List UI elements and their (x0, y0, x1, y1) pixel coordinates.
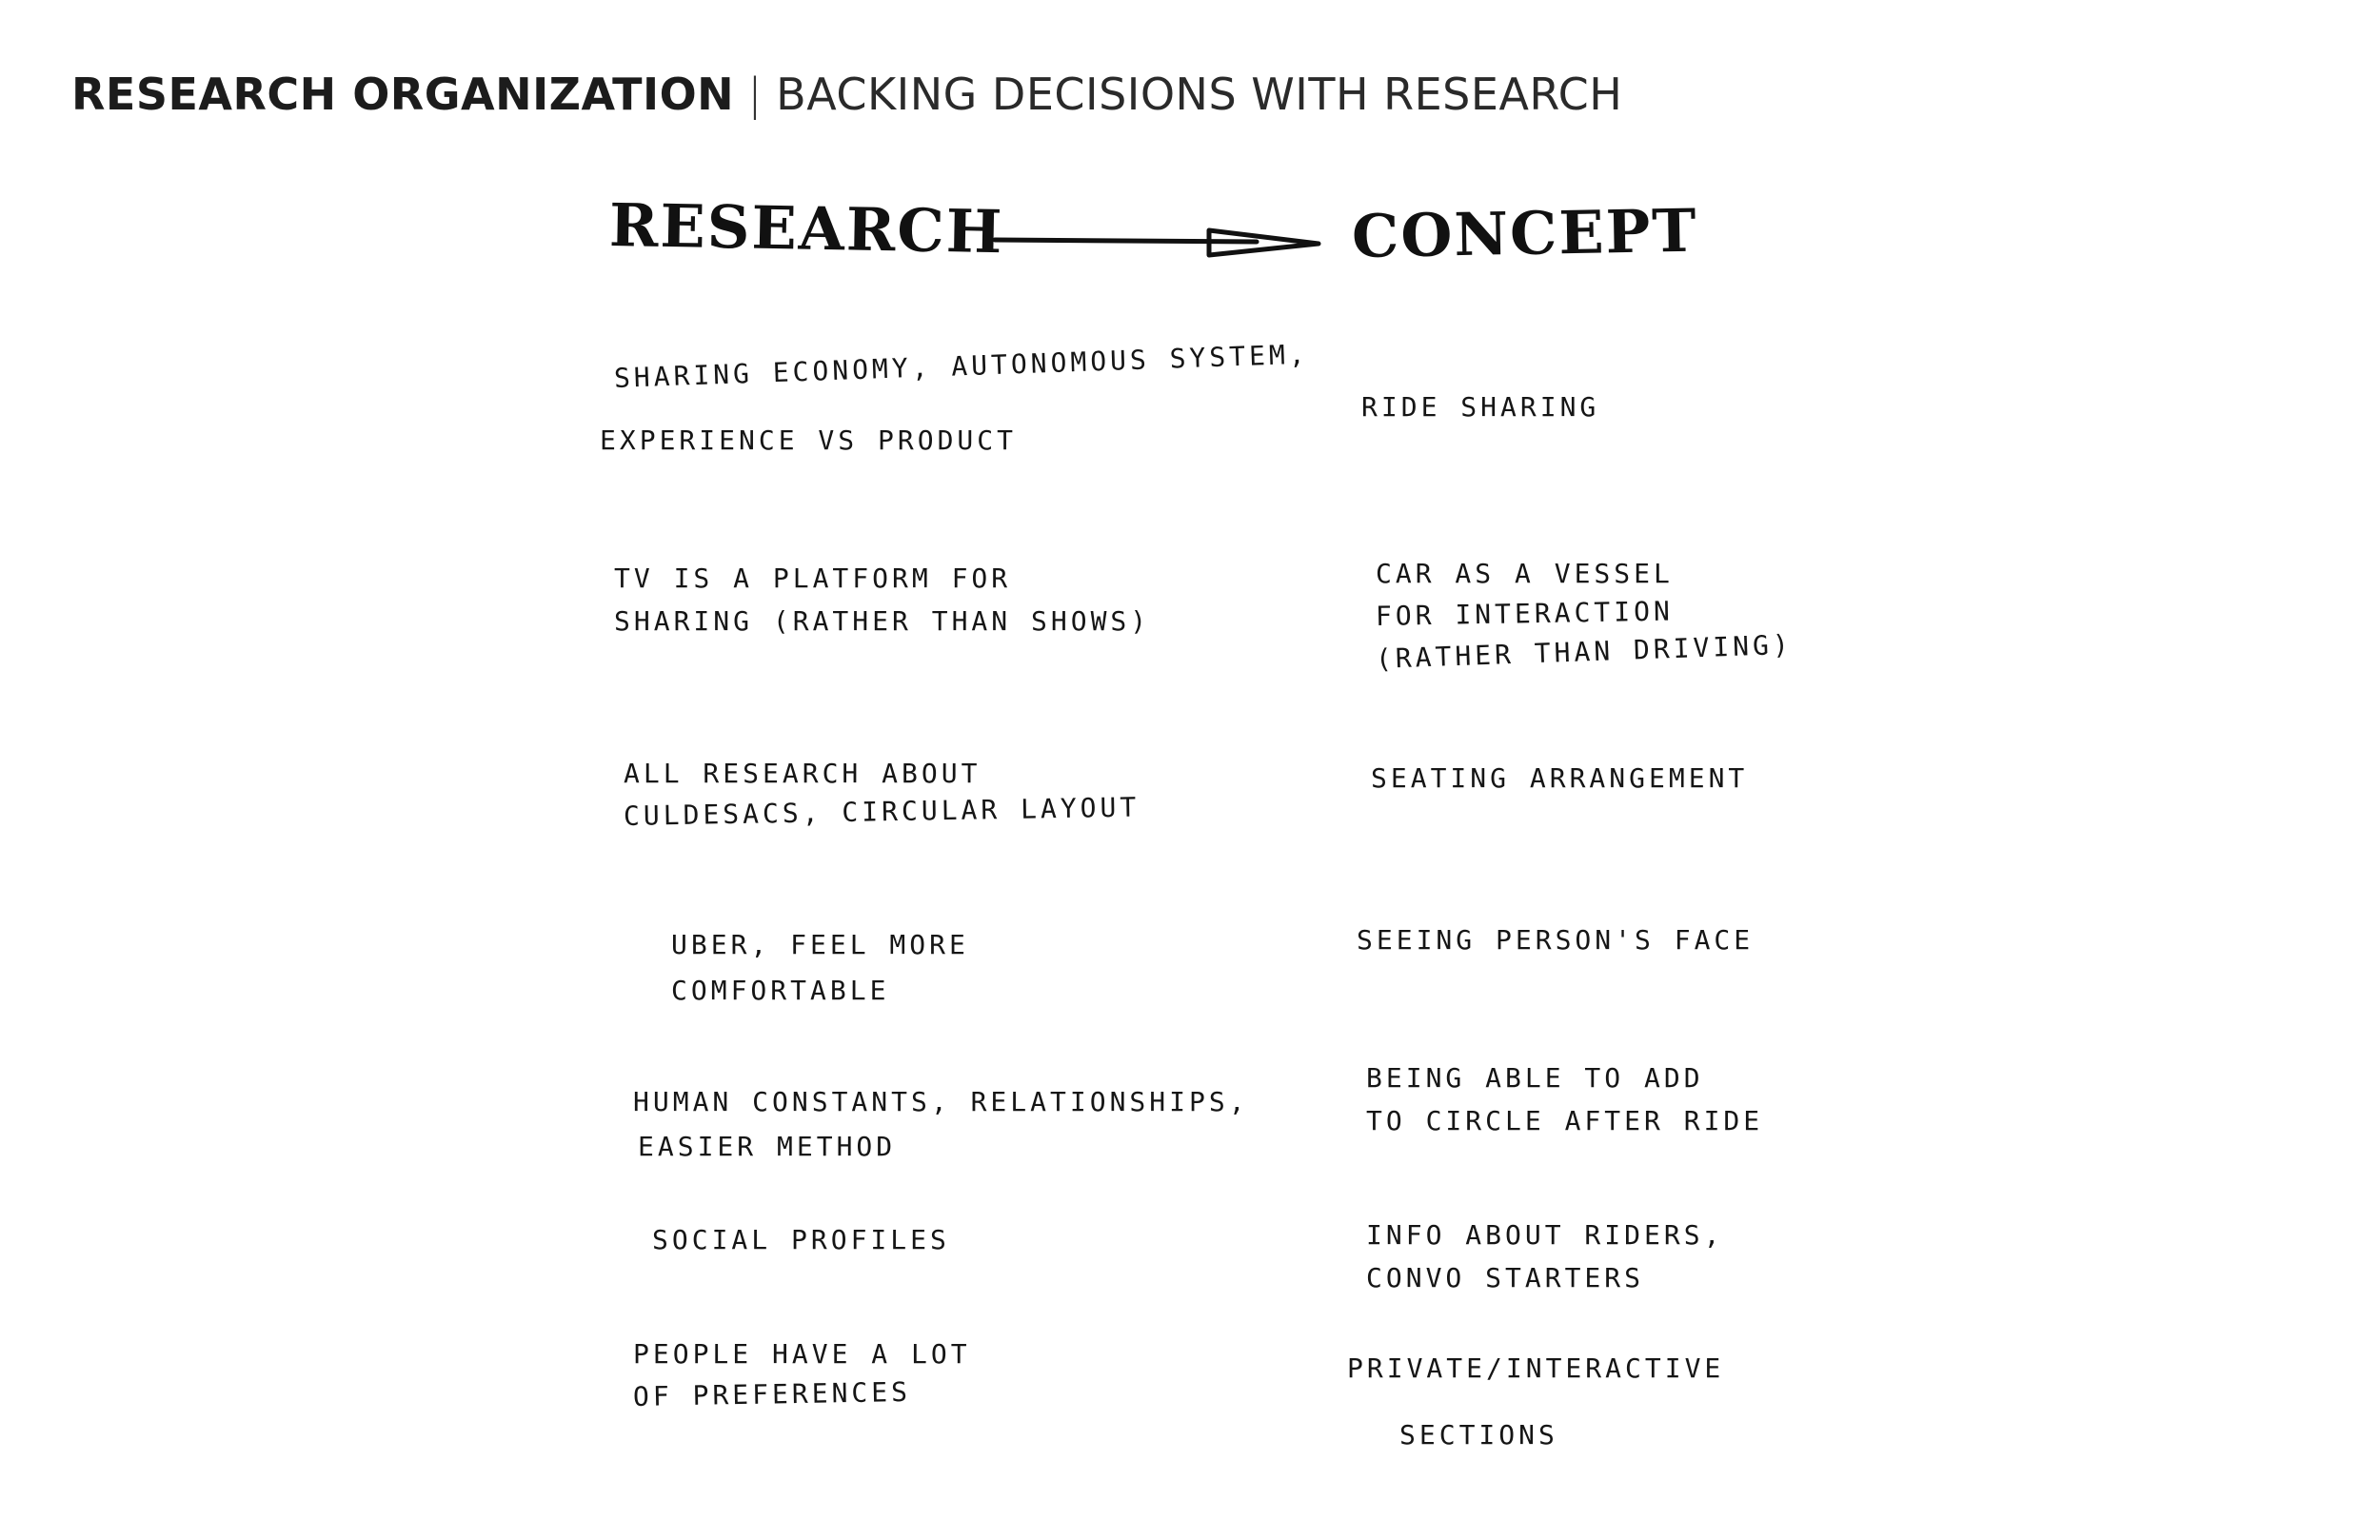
concept-note-3-line-1: SEATING ARRANGEMENT (1371, 762, 1749, 794)
research-note-1-line-1: SHARING ECONOMY, AUTONOMOUS SYSTEM, (613, 338, 1310, 394)
concept-note-4-line-1: SEEING PERSON'S FACE (1357, 924, 1755, 956)
handwritten-sketch (533, 162, 1942, 1485)
research-note-5-line-1: HUMAN CONSTANTS, RELATIONSHIPS, (633, 1086, 1249, 1117)
research-note-7-line-2: OF PREFERENCES (632, 1375, 912, 1412)
concept-note-7-line-1: PRIVATE/INTERACTIVE (1347, 1352, 1725, 1384)
concept-heading: CONCEPT (1351, 195, 1698, 271)
research-note-1-line-2: EXPERIENCE VS PRODUCT (600, 424, 1018, 456)
research-note-6-line-1: SOCIAL PROFILES (652, 1224, 950, 1255)
title-separator: | (747, 69, 764, 120)
concept-note-1-line-1: RIDE SHARING (1361, 391, 1600, 423)
research-note-3-line-2: CULDESACS, CIRCULAR LAYOUT (623, 791, 1140, 832)
page-header (71, 69, 1622, 120)
research-note-5-line-2: EASIER METHOD (638, 1131, 897, 1162)
concept-note-6-line-2: CONVO STARTERS (1366, 1262, 1645, 1293)
research-note-4-line-2: COMFORTABLE (671, 975, 890, 1006)
arrow-right-icon (990, 221, 1342, 259)
concept-note-5-line-1: BEING ABLE TO ADD (1366, 1062, 1704, 1094)
research-note-3-line-1: ALL RESEARCH ABOUT (624, 758, 982, 789)
research-note-4-line-1: UBER, FEEL MORE (671, 929, 969, 960)
concept-note-7-line-2: SECTIONS (1399, 1419, 1558, 1451)
concept-note-2-line-2: FOR INTERACTION (1375, 595, 1675, 632)
research-note-2-line-1: TV IS A PLATFORM FOR (614, 563, 1012, 594)
concept-note-2-line-3: (RATHER THAN DRIVING) (1375, 628, 1794, 675)
concept-note-6-line-1: INFO ABOUT RIDERS, (1366, 1219, 1724, 1251)
research-note-2-line-2: SHARING (RATHER THAN SHOWS) (614, 605, 1151, 637)
page-subtitle: BACKING DECISIONS WITH RESEARCH (776, 69, 1623, 120)
research-note-7-line-1: PEOPLE HAVE A LOT (633, 1338, 971, 1370)
concept-note-5-line-2: TO CIRCLE AFTER RIDE (1366, 1105, 1764, 1136)
research-heading: RESEARCH (608, 190, 1004, 267)
page-title: RESEARCH ORGANIZATION (71, 69, 735, 120)
concept-note-2-line-1: CAR AS A VESSEL (1376, 558, 1674, 589)
